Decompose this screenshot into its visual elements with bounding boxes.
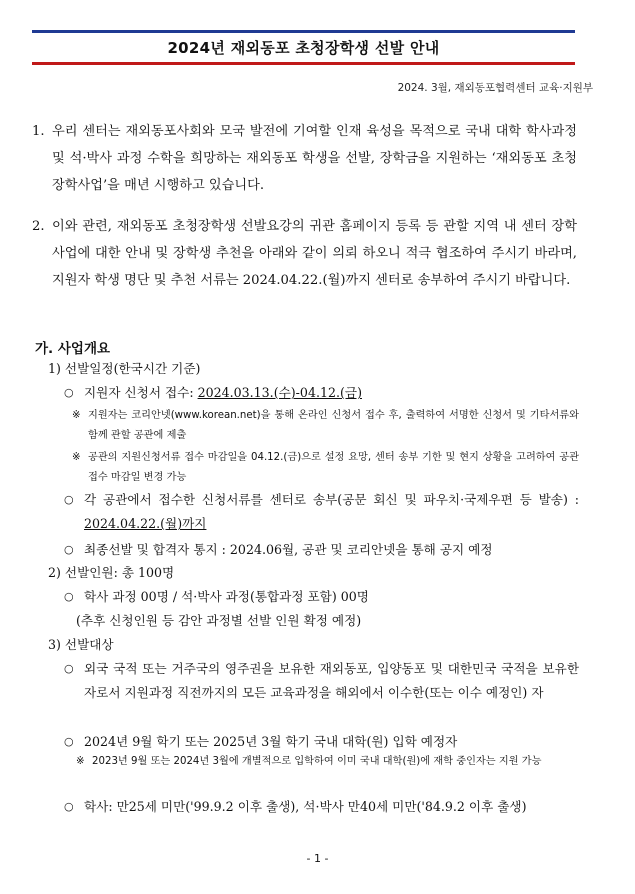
submission-deadline: 2024.04.22.(월)까지 [84, 516, 207, 531]
paragraph-text: 이와 관련, 재외동포 초청장학생 선발요강의 귀관 홈페이지 등록 등 관할 지역 내 센터 장학사업에 대한 안내 및 장학생 추천을 아래와 같이 의뢰 하오니 적극 협조하여 주시기 바라며, 지원자 학생 명단 및 추천 서류는 2024.04.22.(월)까지 센터로 송부하여 주시기 바랍니다. [52, 219, 577, 288]
quota-item-note: (추후 신청인원 등 감안 과정별 선발 인원 확정 예정) [76, 613, 362, 628]
eligibility-item-nationality: ○ 외국 국적 또는 거주국의 영주권을 보유한 재외동포, 입양동포 및 대한민국 국적을 보유한 자로서 지원과정 직전까지의 모든 교육과정을 해외에서 이수한(또는 이수 예정인) 자 [64, 657, 579, 705]
schedule-item-application: ○ 지원자 신청서 접수: 2024.03.13.(수)-04.12.(금) [64, 381, 579, 405]
paragraph-text: 우리 센터는 재외동포사회와 모국 발전에 기여할 인재 육성을 목적으로 국내 대학 학사과정 및 석·박사 과정 수학을 희망하는 재외동포 학생을 선발, 장학금을 지원하는 ‘재외동포 초청장학사업’을 매년 시행하고 있습니다. [52, 124, 577, 193]
page-title: 2024년 재외동포 초청장학생 선발 안내 [167, 39, 440, 57]
note-marker: ※ [76, 756, 85, 767]
note-marker: ※ [72, 452, 81, 463]
circle-bullet: ○ [64, 543, 74, 556]
page-number: - 1 - [306, 852, 329, 865]
eligibility-item-age: ○ 학사: 만25세 미만('99.9.2 이후 출생), 석·박사 만40세 미만('84.9.2 이후 출생) [64, 795, 579, 819]
subsection-schedule-label: 1) 선발일정(한국시간 기준) [48, 361, 201, 376]
note-deadline: ※ 공관의 지원신청서류 접수 마감일을 04.12.(금)으로 설정 요망, 센터 송부 기한 및 현지 상황을 고려하여 공관 접수 마감일 변경 가능 [72, 448, 579, 488]
paragraph-number: 1. [32, 124, 45, 139]
paragraph-number: 2. [32, 219, 45, 234]
circle-bullet: ○ [64, 386, 74, 399]
paragraph-1 [32, 118, 577, 199]
paragraph-2 [32, 213, 577, 294]
subsection-quota-label: 2) 선발인원: 총 100명 [48, 565, 175, 580]
section-heading: 가. 사업개요 [35, 341, 111, 357]
document-meta: 2024. 3월, 재외동포협력센터 교육·지원부 [397, 82, 593, 94]
note-application: ※ 지원자는 코리안넷(www.korean.net)을 통해 온라인 신청서 접수 후, 출력하여 서명한 신청서 및 기타서류와 함께 관할 공관에 제출 [72, 406, 579, 446]
schedule-item-final: ○ 최종선발 및 합격자 통지 : 2024.06월, 공관 및 코리안넷을 통해 공지 예정 [64, 538, 579, 562]
schedule-item-submission: ○ 각 공관에서 접수한 신청서류를 센터로 송부(공문 회신 및 파우치·국제우편 등 발송) : 2024.04.22.(월)까지 [64, 488, 579, 536]
quota-item: ○ 학사 과정 00명 / 석·박사 과정(통합과정 포함) 00명 [64, 585, 579, 609]
title-border-bottom [32, 62, 575, 65]
eligibility-item-admission: ○ 2024년 9월 학기 또는 2025년 3월 학기 국내 대학(원) 입학 예정자 [64, 730, 579, 754]
circle-bullet: ○ [64, 493, 74, 506]
circle-bullet: ○ [64, 800, 74, 813]
note-enrolled: ※ 2023년 9월 또는 2024년 3월에 개별적으로 입학하여 이미 국내 대학(원)에 재학 중인자는 지원 가능 [76, 752, 579, 772]
note-marker: ※ [72, 410, 81, 421]
circle-bullet: ○ [64, 735, 74, 748]
circle-bullet: ○ [64, 662, 74, 675]
circle-bullet: ○ [64, 590, 74, 603]
application-period: 2024.03.13.(수)-04.12.(금) [197, 385, 362, 400]
subsection-eligibility-label: 3) 선발대상 [48, 637, 114, 652]
